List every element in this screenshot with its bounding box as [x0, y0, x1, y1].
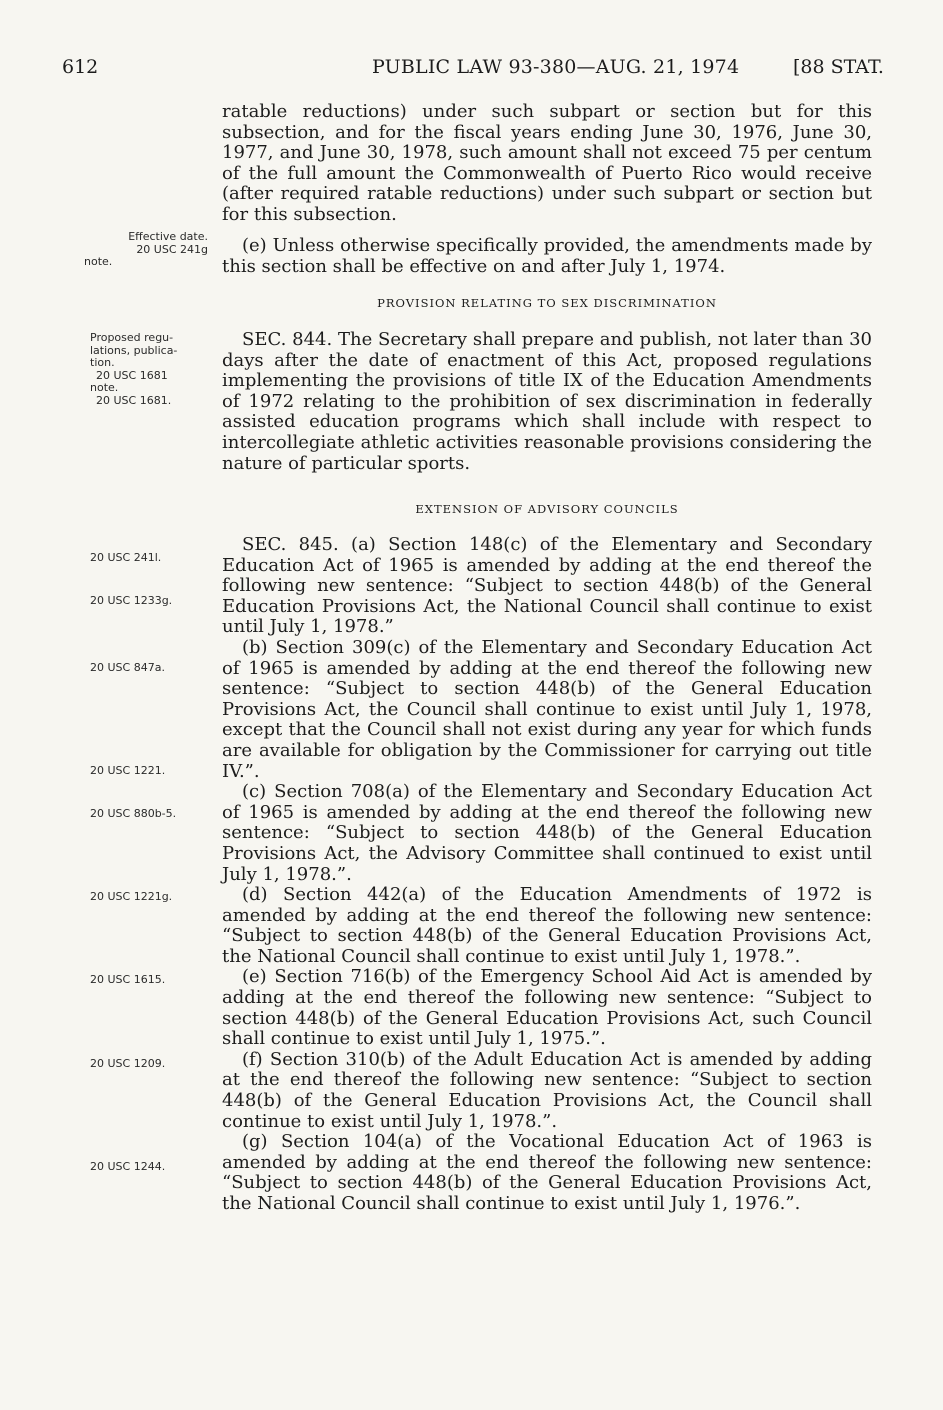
margin-note-1209: 20 USC 1209. — [90, 1057, 166, 1070]
margin-note-880b-5: 20 USC 880b-5. — [90, 807, 177, 820]
subsection-b: (b) Section 309(c) of the Elementary and Secondary Education Act of 1965 is amended by adding at the end thereof the following new sentence: “Subject to section 448(b) of the General Education Provisions Act, the Council shall continue to exist until July 1, 1978, except that the Council shall not exist during any year for which funds are available for obligation by the Commissioner for carrying out title IV.”. — [222, 636, 872, 782]
section-heading-sex-discrimination: PROVISION RELATING TO SEX DISCRIMINATION — [377, 296, 717, 310]
margin-note-1233g: 20 USC 1233g. — [90, 594, 173, 607]
margin-note-1615: 20 USC 1615. — [90, 973, 166, 986]
subsection-d: (d) Section 442(a) of the Education Amendments of 1972 is amended by adding at the end thereof the following new sentence: “Subject to section 448(b) of the General Education Provisions Act, the National Council shall continue to exist until July 1, 1978.”. — [222, 884, 872, 967]
subsection-c: (c) Section 708(a) of the Elementary and Secondary Education Act of 1965 is amended by adding at the end thereof the following new sentence: “Subject to section 448(b) of the General Education Provisions Act, the Advisory Committee shall continued to exist until July 1, 1978.”. — [222, 781, 872, 885]
body-paragraph-sec-845: SEC. 845. (a) Section 148(c) of the Elementary and Secondary Education Act of 1965 is amended by adding at the end thereof the following new sentence: “Subject to section 448(b) of the General Education Provisions Act, the National Council shall continue to exist until July 1, 1978.” (b) Section 309(c) of the Elementary and Secondary Education Act of 1965 is amended by adding at the end thereof the following new sentence: “Subject to section 448(b) of the General Education Provisions Act, the Council shall continue to exist until July 1, 1978, except that the Council shall not exist during any year for which funds are available for obligation by the Commissioner for carrying out title IV.”. (c) Section 708(a) of the Elementary and Secondary Education Act of 1965 is amended by adding at the end thereof the following new sentence: “Subject to section 448(b) of the General Education Provisions Act, the Advisory Committee shall continued to exist until July 1, 1978.”. (d) Section 442(a) of the Education Amendments of 1972 is amended by adding at the end thereof the following new sentence: “Subject to section 448(b) of the General Education Provisions Act, the National Council shall continue to exist until July 1, 1978.”. (e) Section 716(b) of the Emergency School Aid Act is amended by adding at the end thereof the following new sentence: “Subject to section 448(b) of the General Education Provisions Act, such Council shall continue to exist until July 1, 1975.”. (f) Section 310(b) of the Adult Education Act is amended by adding at the end thereof the following new sentence: “Subject to section 448(b) of the General Education Provisions Act, the Council shall continue to exist until July 1, 1978.”. (g) Section 104(a) of the Vocational Education Act of 1963 is amended by adding at the end thereof the following new sentence: “Subject to section 448(b) of the General Education Provisions Act, the National Council shall continue to exist until July 1, 1976.”. — [222, 534, 872, 1214]
page-title: PUBLIC LAW 93-380—AUG. 21, 1974 — [372, 56, 740, 78]
margin-note-1221: 20 USC 1221. — [90, 764, 166, 777]
subsection-f: (f) Section 310(b) of the Adult Education Act is amended by adding at the end thereof the following new sentence: “Subject to section 448(b) of the General Education Provisions Act, the Council shall continue to exist until July 1, 1978.”. — [222, 1048, 872, 1132]
margin-note-proposed-regulations: Proposed regu- lations, publica- tion. 20 USC 1681 note. 20 USC 1681. — [90, 331, 178, 407]
page-number: 612 — [62, 56, 99, 78]
statute-reference: [88 STAT. — [793, 56, 884, 78]
body-paragraph-continuation: ratable reductions) under such subpart or section but for this subsection, and for the fiscal years ending June 30, 1976, June 30, 1977, and June 30, 1978, such amount shall not exceed 75 per centum of the full amount the Commonwealth of Puerto Rico would receive (after required ratable reductions) under such subpart or section but for this subsection. — [222, 101, 872, 225]
margin-note-1244: 20 USC 1244. — [90, 1160, 166, 1173]
margin-note-241l: 20 USC 241l. — [90, 551, 162, 564]
subsection-e: (e) Section 716(b) of the Emergency School Aid Act is amended by adding at the end thereof the following new sentence: “Subject to section 448(b) of the General Education Provisions Act, such Council shall continue to exist until July 1, 1975.”. — [222, 966, 872, 1050]
margin-note-1221g: 20 USC 1221g. — [90, 890, 173, 903]
body-paragraph-sec-844: SEC. 844. The Secretary shall prepare and publish, not later than 30 days after the date of enactment of this Act, proposed regulations implementing the provisions of title IX of the Education Amendments of 1972 relating to the prohibition of sex discrimination in federally assisted education programs which shall include with respect to intercollegiate athletic activities reasonable provisions considering the nature of particular sports. — [222, 329, 872, 474]
body-paragraph-effective-date: (e) Unless otherwise specifically provided, the amendments made by this section shall be effective on and after July 1, 1974. — [222, 235, 872, 277]
section-heading-advisory-councils: EXTENSION OF ADVISORY COUNCILS — [415, 502, 679, 516]
subsection-g: (g) Section 104(a) of the Vocational Education Act of 1963 is amended by adding at the end thereof the following new sentence: “Subject to section 448(b) of the General Education Provisions Act, the National Council shall continue to exist until July 1, 1976.”. — [222, 1131, 872, 1214]
margin-note-effective-date: Effective date. 20 USC 241g note. — [84, 230, 208, 268]
margin-note-847a: 20 USC 847a. — [90, 661, 165, 674]
